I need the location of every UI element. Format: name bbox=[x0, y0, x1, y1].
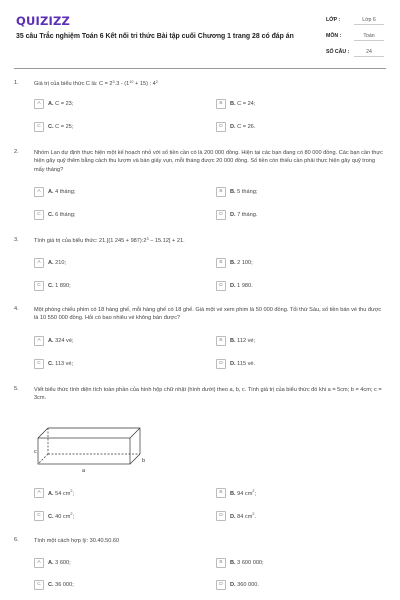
answer-option-a[interactable]: A A. 210; bbox=[34, 256, 198, 269]
question-text: Nhóm Lan dự định thực hiện một kế hoạch nhỏ với số tiền cần có là 200 000 đồng. Hiện tại các bạn đang có 80 000 đồng. Các bạn cần thực hiện gây quỹ thêm bằng cách thu lượm và bán giấy vụn, mỗi tháng được 20 000 đồng. Số tiền còn thiếu cần phải thực hiện gây quỹ trong mấy tháng? bbox=[34, 150, 383, 173]
answer-option-a[interactable]: A A. 54 $cm^2$; bbox=[34, 486, 198, 499]
answer-letter-box: C bbox=[34, 122, 44, 132]
answer-option-a[interactable]: A A. 3 600; bbox=[34, 556, 198, 569]
question-number: 5. bbox=[14, 386, 19, 392]
answer-letter-box: B bbox=[216, 336, 226, 346]
question-text: Một phòng chiếu phim có 18 hàng ghế, mỗi hàng ghế có 18 ghế. Giá một vé xem phim là 50 000 đồng. Tối thứ Sáu, số tiền bán vé thu được là 10 550 000 đồng. Hỏi có bao nhiêu vé không bán được? bbox=[34, 307, 382, 322]
answer-option-d[interactable]: D D. 84 $cm^2$. bbox=[216, 509, 380, 522]
answer-letter-box: C bbox=[34, 210, 44, 220]
answer-letter-box: B bbox=[216, 558, 226, 568]
answer-option-b[interactable]: B B. 94 $cm^2$; bbox=[216, 486, 380, 499]
answer-option-a[interactable]: A A. C = 23; bbox=[34, 97, 198, 110]
answer-option-c[interactable]: C C. 113 vé; bbox=[34, 357, 198, 370]
question-text: Giá trị của biểu thức C là: $C = 2^3.3 - (1^{10} + 15)$ : $4^2$ bbox=[34, 80, 158, 87]
question-number: 2. bbox=[14, 149, 19, 155]
answer-option-b[interactable]: B B. 112 vé; bbox=[216, 334, 380, 347]
answer-letter-box: A bbox=[34, 488, 44, 498]
answer-option-b[interactable]: B B. 2 100; bbox=[216, 256, 380, 269]
question-text: Viết biểu thức tính diện tích toàn phần của hình hộp chữ nhật (hình dưới) theo a, b, c. Tính giá trị của biểu thức đó khi a = 5cm; b = 4cm; c = 3cm. bbox=[34, 387, 382, 402]
question-text: Tính giá trị của biểu thức: 21.[(1 $245 + 987):2^3 - 15.12] + 21$. bbox=[34, 237, 185, 244]
meta-label: SỐ CÂU : bbox=[326, 49, 350, 55]
answer-option-c[interactable]: C C. 36 000; bbox=[34, 578, 198, 591]
answer-letter-box: A bbox=[34, 258, 44, 268]
answer-letter-box: C bbox=[34, 511, 44, 521]
meta-row-count bbox=[326, 44, 384, 60]
figure-label-c: c bbox=[34, 449, 37, 455]
answer-letter-box: A bbox=[34, 187, 44, 197]
answer-option-b[interactable]: B B. 3 600 000; bbox=[216, 556, 380, 569]
meta-box bbox=[326, 12, 384, 60]
question-number: 4. bbox=[14, 306, 19, 312]
answer-letter-box: D bbox=[216, 580, 226, 590]
meta-row-class bbox=[326, 12, 384, 28]
answer-option-d[interactable]: D D. 115 vé. bbox=[216, 357, 380, 370]
answer-option-a[interactable]: A A. 4 tháng; bbox=[34, 185, 198, 198]
meta-value: 24 bbox=[354, 47, 384, 57]
question-number: 6. bbox=[14, 537, 19, 543]
answer-option-c[interactable]: C C. 40 $cm^2$; bbox=[34, 509, 198, 522]
answer-letter-box: B bbox=[216, 99, 226, 109]
answer-letter-box: B bbox=[216, 258, 226, 268]
answer-letter-box: A bbox=[34, 336, 44, 346]
answer-letter-box: A bbox=[34, 558, 44, 568]
meta-label: MÔN : bbox=[326, 33, 342, 39]
answer-letter-box: C bbox=[34, 580, 44, 590]
question-text: Tính một cách hợp lý: 30.40.50.60 bbox=[34, 538, 120, 544]
answer-option-b[interactable]: B B. 5 tháng; bbox=[216, 185, 380, 198]
rectangular-box-figure bbox=[34, 426, 154, 478]
answer-letter-box: C bbox=[34, 359, 44, 369]
figure-label-a: a bbox=[82, 468, 86, 474]
page-header bbox=[14, 12, 386, 62]
answer-letter-box: B bbox=[216, 187, 226, 197]
answer-option-d[interactable]: D D. 1 980. bbox=[216, 279, 380, 292]
answer-option-a[interactable]: A A. 324 vé; bbox=[34, 334, 198, 347]
answer-option-c[interactable]: C C. 6 tháng; bbox=[34, 208, 198, 221]
meta-value: Toán bbox=[354, 31, 384, 41]
answer-letter-box: D bbox=[216, 359, 226, 369]
meta-label: LỚP : bbox=[326, 17, 341, 23]
answer-option-d[interactable]: D D. 7 tháng. bbox=[216, 208, 380, 221]
answer-letter-box: D bbox=[216, 511, 226, 521]
answer-letter-box: D bbox=[216, 281, 226, 291]
answer-option-d[interactable]: D D. 360 000. bbox=[216, 578, 380, 591]
question-number: 3. bbox=[14, 237, 19, 243]
meta-value: Lớp 6 bbox=[354, 15, 384, 25]
meta-row-subject bbox=[326, 28, 384, 44]
answer-option-c[interactable]: C C. 1 890; bbox=[34, 279, 198, 292]
answer-option-d[interactable]: D D. C = 26. bbox=[216, 120, 380, 133]
answer-option-b[interactable]: B B. C = 24; bbox=[216, 97, 380, 110]
answer-letter-box: C bbox=[34, 281, 44, 291]
answer-letter-box: A bbox=[34, 99, 44, 109]
answer-option-c[interactable]: C C. C = 25; bbox=[34, 120, 198, 133]
quizizz-logo: QUIZIZZ bbox=[16, 14, 71, 28]
question-number: 1. bbox=[14, 80, 19, 86]
answer-letter-box: D bbox=[216, 122, 226, 132]
header-divider bbox=[14, 68, 386, 69]
document-title: 35 câu Trắc nghiệm Toán 6 Kết nối tri thức Bài tập cuối Chương 1 trang 28 có đáp án bbox=[16, 33, 294, 40]
answer-letter-box: B bbox=[216, 488, 226, 498]
answer-letter-box: D bbox=[216, 210, 226, 220]
figure-label-b: b bbox=[142, 458, 146, 464]
